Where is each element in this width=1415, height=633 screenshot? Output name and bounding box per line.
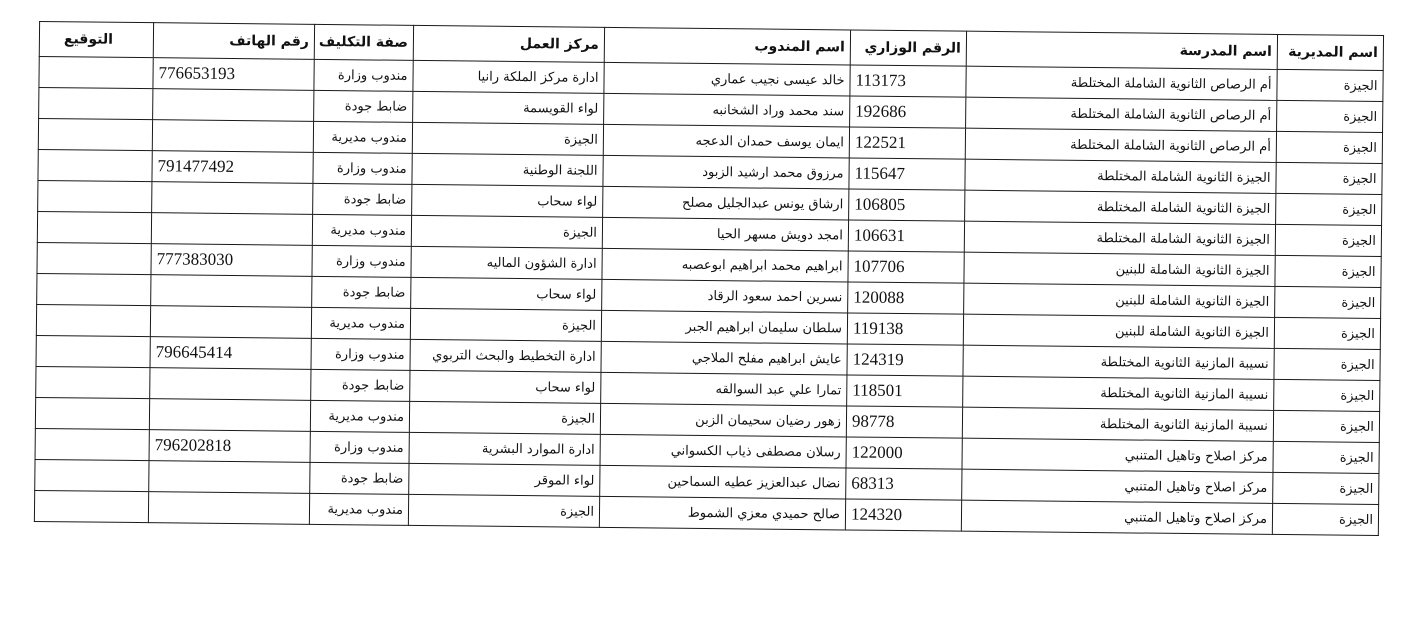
cell-directorate: الجيزة bbox=[1274, 317, 1380, 349]
cell-delegate-name: ايمان يوسف حمدان الدعجه bbox=[603, 124, 849, 158]
cell-signature bbox=[38, 118, 152, 150]
cell-ministry-number: 122521 bbox=[849, 127, 965, 159]
cell-directorate: الجيزة bbox=[1273, 472, 1379, 504]
cell-school: مركز اصلاح وتاهيل المتنبي bbox=[962, 438, 1273, 472]
cell-school: مركز اصلاح وتاهيل المتنبي bbox=[962, 469, 1273, 503]
cell-signature bbox=[38, 180, 152, 212]
cell-phone bbox=[151, 213, 312, 246]
cell-school: الجيزة الثانوية الشاملة للبنين bbox=[963, 314, 1274, 348]
cell-school: الجيزة الثانوية الشاملة المختلطة bbox=[965, 190, 1276, 224]
cell-assignment-role: مندوب مديرية bbox=[310, 400, 409, 432]
cell-assignment-role: مندوب وزارة bbox=[313, 152, 412, 184]
cell-work-center: ادارة التخطيط والبحث التربوي bbox=[410, 339, 601, 372]
cell-ministry-number: 120088 bbox=[848, 282, 964, 314]
cell-signature bbox=[35, 428, 149, 460]
cell-signature bbox=[37, 211, 151, 243]
cell-assignment-role: مندوب وزارة bbox=[310, 431, 409, 463]
cell-phone bbox=[152, 182, 313, 215]
cell-delegate-name: تمارا علي عبد السوالقه bbox=[601, 372, 847, 406]
cell-work-center: الجيزة bbox=[408, 494, 599, 527]
cell-phone: 791477492 bbox=[152, 151, 313, 184]
cell-phone bbox=[152, 120, 313, 153]
cell-assignment-role: ضابط جودة bbox=[310, 462, 409, 494]
cell-ministry-number: 107706 bbox=[848, 251, 964, 283]
cell-assignment-role: ضابط جودة bbox=[314, 90, 413, 122]
delegates-table bbox=[34, 21, 1384, 536]
cell-work-center: الجيزة bbox=[412, 122, 603, 155]
cell-work-center: ادارة الشؤون الماليه bbox=[411, 246, 602, 279]
cell-phone: 776653193 bbox=[153, 58, 314, 91]
cell-signature bbox=[37, 273, 151, 305]
cell-directorate: الجيزة bbox=[1276, 131, 1382, 163]
cell-delegate-name: ابراهيم محمد ابراهيم ابوعصبه bbox=[602, 248, 848, 282]
cell-directorate: الجيزة bbox=[1275, 255, 1381, 287]
cell-phone bbox=[150, 306, 311, 339]
cell-ministry-number: 106631 bbox=[848, 220, 964, 252]
cell-signature bbox=[39, 87, 153, 119]
cell-ministry-number: 122000 bbox=[846, 437, 962, 469]
cell-assignment-role: مندوب وزارة bbox=[311, 338, 410, 370]
cell-work-center: ادارة مركز الملكة رانيا bbox=[413, 60, 604, 93]
cell-phone bbox=[151, 275, 312, 308]
cell-signature bbox=[37, 242, 151, 274]
header-signature: التوقيع bbox=[39, 21, 153, 57]
cell-directorate: الجيزة bbox=[1276, 162, 1382, 194]
cell-directorate: الجيزة bbox=[1277, 69, 1383, 101]
cell-assignment-role: ضابط جودة bbox=[311, 369, 410, 401]
cell-delegate-name: نضال عبدالعزيز عطيه السماحين bbox=[600, 465, 846, 499]
cell-school: أم الرصاص الثانوية الشاملة المختلطة bbox=[966, 66, 1277, 100]
cell-delegate-name: سلطان سليمان ابراهيم الجبر bbox=[601, 310, 847, 344]
cell-delegate-name: خالد عيسى نجيب عماري bbox=[604, 62, 850, 96]
cell-phone bbox=[149, 399, 310, 432]
cell-phone: 777383030 bbox=[151, 244, 312, 277]
cell-ministry-number: 124320 bbox=[845, 499, 961, 531]
cell-signature bbox=[35, 459, 149, 491]
cell-delegate-name: نسرين احمد سعود الرقاد bbox=[602, 279, 848, 313]
cell-ministry-number: 113173 bbox=[850, 65, 966, 97]
cell-signature bbox=[39, 56, 153, 88]
cell-school: الجيزة الثانوية الشاملة للبنين bbox=[964, 252, 1275, 286]
cell-directorate: الجيزة bbox=[1272, 503, 1378, 535]
cell-delegate-name: زهور رضيان سحيمان الزبن bbox=[600, 403, 846, 437]
cell-delegate-name: عايش ابراهيم مفلح الملاجي bbox=[601, 341, 847, 375]
cell-work-center: الجيزة bbox=[411, 215, 602, 248]
cell-work-center: لواء سحاب bbox=[412, 184, 603, 217]
cell-assignment-role: مندوب وزارة bbox=[314, 59, 413, 91]
cell-signature bbox=[36, 335, 150, 367]
cell-signature bbox=[36, 366, 150, 398]
cell-phone: 796202818 bbox=[149, 430, 310, 463]
header-assignment-role: صفة التكليف bbox=[314, 24, 413, 60]
cell-assignment-role: مندوب مديرية bbox=[313, 121, 412, 153]
cell-directorate: الجيزة bbox=[1273, 410, 1379, 442]
cell-ministry-number: 124319 bbox=[847, 344, 963, 376]
cell-assignment-role: مندوب مديرية bbox=[309, 493, 408, 525]
cell-work-center: الجيزة bbox=[410, 308, 601, 341]
cell-school: مركز اصلاح وتاهيل المتنبي bbox=[961, 500, 1272, 534]
cell-school: نسيبة المازنية الثانوية المختلطة bbox=[963, 376, 1274, 410]
cell-school: نسيبة المازنية الثانوية المختلطة bbox=[963, 345, 1274, 379]
cell-directorate: الجيزة bbox=[1273, 441, 1379, 473]
cell-delegate-name: ارشاق يونس عبدالجليل مصلح bbox=[603, 186, 849, 220]
cell-work-center: لواء القويسمة bbox=[413, 91, 604, 124]
cell-school: الجيزة الثانوية الشاملة للبنين bbox=[964, 283, 1275, 317]
cell-assignment-role: مندوب مديرية bbox=[312, 214, 411, 246]
cell-school: أم الرصاص الثانوية الشاملة المختلطة bbox=[966, 97, 1277, 131]
cell-delegate-name: مرزوق محمد ارشيد الزبود bbox=[603, 155, 849, 189]
cell-ministry-number: 68313 bbox=[846, 468, 962, 500]
header-work-center: مركز العمل bbox=[413, 25, 604, 62]
cell-school: نسيبة المازنية الثانوية المختلطة bbox=[962, 407, 1273, 441]
header-delegate-name: اسم المندوب bbox=[604, 27, 850, 65]
cell-phone bbox=[149, 461, 310, 494]
cell-assignment-role: مندوب وزارة bbox=[312, 245, 411, 277]
cell-delegate-name: رسلان مصطفى ذياب الكسواني bbox=[600, 434, 846, 468]
document-sheet bbox=[33, 21, 1384, 625]
cell-phone: 796645414 bbox=[150, 337, 311, 370]
header-school: اسم المدرسة bbox=[966, 31, 1277, 69]
cell-directorate: الجيزة bbox=[1275, 224, 1381, 256]
cell-phone bbox=[153, 89, 314, 122]
cell-assignment-role: ضابط جودة bbox=[313, 183, 412, 215]
cell-delegate-name: سند محمد وراد الشخانبه bbox=[604, 93, 850, 127]
cell-directorate: الجيزة bbox=[1274, 348, 1380, 380]
cell-ministry-number: 106805 bbox=[849, 189, 965, 221]
cell-signature bbox=[38, 149, 152, 181]
header-directorate: اسم المديرية bbox=[1277, 34, 1383, 70]
table-body bbox=[34, 56, 1383, 535]
header-ministry-number: الرقم الوزاري bbox=[850, 30, 966, 66]
cell-work-center: اللجنة الوطنية bbox=[412, 153, 603, 186]
header-phone: رقم الهاتف bbox=[153, 23, 314, 60]
cell-ministry-number: 118501 bbox=[847, 375, 963, 407]
cell-assignment-role: ضابط جودة bbox=[312, 276, 411, 308]
cell-work-center: لواء الموقر bbox=[409, 463, 600, 496]
cell-phone bbox=[150, 368, 311, 401]
cell-delegate-name: امجد دويش مسهر الحيا bbox=[602, 217, 848, 251]
cell-ministry-number: 115647 bbox=[849, 158, 965, 190]
cell-work-center: لواء سحاب bbox=[410, 370, 601, 403]
cell-directorate: الجيزة bbox=[1275, 286, 1381, 318]
cell-school: أم الرصاص الثانوية الشاملة المختلطة bbox=[965, 128, 1276, 162]
cell-ministry-number: 98778 bbox=[846, 406, 962, 438]
cell-signature bbox=[35, 397, 149, 429]
cell-ministry-number: 119138 bbox=[847, 313, 963, 345]
cell-school: الجيزة الثانوية الشاملة المختلطة bbox=[965, 159, 1276, 193]
cell-assignment-role: مندوب مديرية bbox=[311, 307, 410, 339]
cell-ministry-number: 192686 bbox=[850, 96, 966, 128]
cell-signature bbox=[34, 490, 148, 522]
cell-phone bbox=[148, 492, 309, 525]
cell-directorate: الجيزة bbox=[1274, 379, 1380, 411]
cell-directorate: الجيزة bbox=[1277, 100, 1383, 132]
cell-school: الجيزة الثانوية الشاملة المختلطة bbox=[964, 221, 1275, 255]
cell-work-center: ادارة الموارد البشرية bbox=[409, 432, 600, 465]
cell-signature bbox=[36, 304, 150, 336]
cell-work-center: لواء سحاب bbox=[411, 277, 602, 310]
cell-directorate: الجيزة bbox=[1276, 193, 1382, 225]
cell-delegate-name: صالح حميدي معزي الشموط bbox=[599, 496, 845, 530]
cell-work-center: الجيزة bbox=[409, 401, 600, 434]
